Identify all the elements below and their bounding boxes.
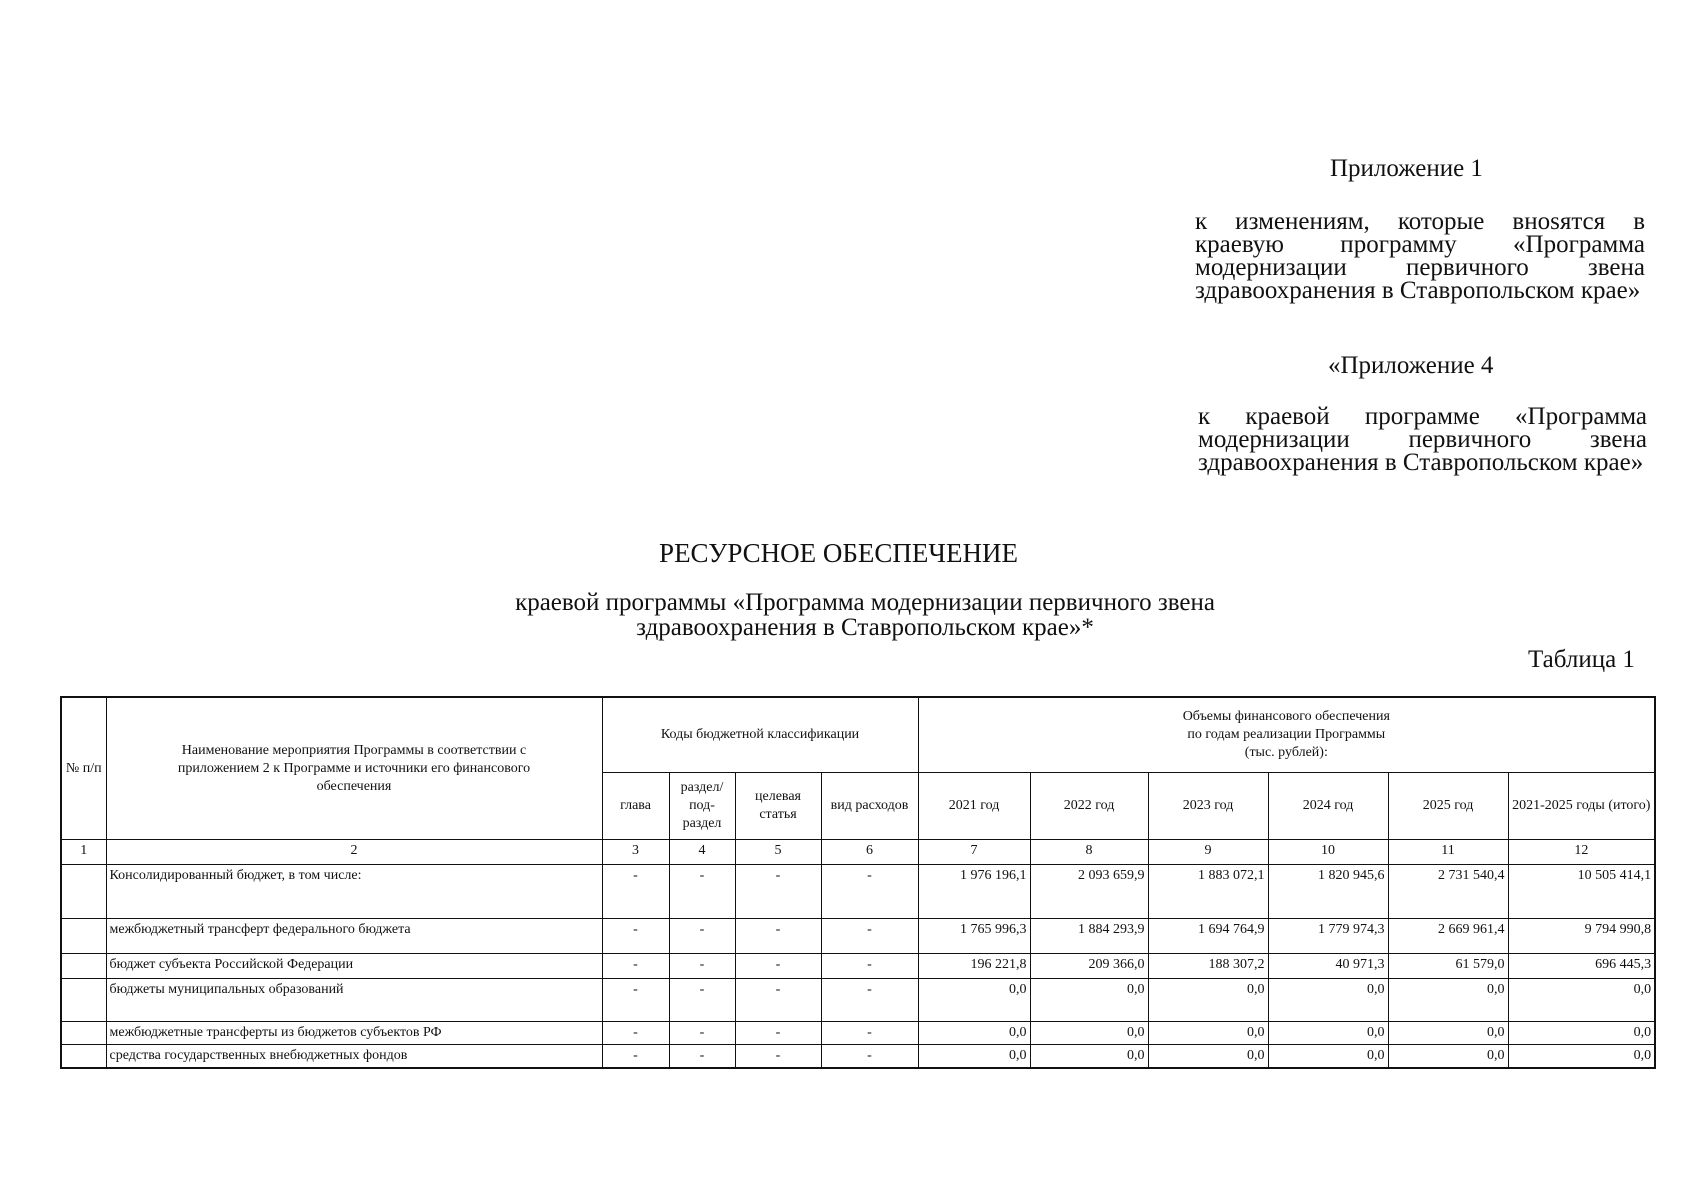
group-codes-header: Коды бюджетной классификации xyxy=(602,697,918,773)
index-cell: 7 xyxy=(918,840,1030,865)
code-header: вид расходов xyxy=(821,773,918,840)
value-cell: 1 820 945,6 xyxy=(1268,865,1388,919)
appendix-1-heading: Приложение 1 xyxy=(1330,155,1483,182)
index-cell: 3 xyxy=(602,840,669,865)
index-cell: 8 xyxy=(1030,840,1148,865)
value-cell: 9 794 990,8 xyxy=(1508,919,1655,954)
year-header: 2021-2025 годы (итого) xyxy=(1508,773,1655,840)
code-cell: - xyxy=(602,865,669,919)
table-label: Таблица 1 xyxy=(1528,646,1635,673)
value-cell: 0,0 xyxy=(1030,1045,1148,1069)
row-no-cell xyxy=(61,1022,106,1045)
row-no-cell xyxy=(61,865,106,919)
value-cell: 0,0 xyxy=(1388,979,1508,1022)
code-cell: - xyxy=(821,1022,918,1045)
value-cell: 1 779 974,3 xyxy=(1268,919,1388,954)
code-header: целевая статья xyxy=(735,773,821,840)
code-cell: - xyxy=(669,865,735,919)
value-cell: 0,0 xyxy=(1148,1022,1268,1045)
index-cell: 9 xyxy=(1148,840,1268,865)
value-cell: 0,0 xyxy=(1030,979,1148,1022)
code-cell: - xyxy=(602,979,669,1022)
value-cell: 2 093 659,9 xyxy=(1030,865,1148,919)
value-cell: 0,0 xyxy=(1268,979,1388,1022)
value-cell: 1 765 996,3 xyxy=(918,919,1030,954)
value-cell: 2 731 540,4 xyxy=(1388,865,1508,919)
row-no-cell xyxy=(61,954,106,979)
col-no-header: № п/п xyxy=(61,697,106,840)
value-cell: 1 694 764,9 xyxy=(1148,919,1268,954)
value-cell: 0,0 xyxy=(1268,1022,1388,1045)
value-cell: 0,0 xyxy=(1508,979,1655,1022)
index-cell: 12 xyxy=(1508,840,1655,865)
code-cell: - xyxy=(669,1045,735,1069)
value-cell: 61 579,0 xyxy=(1388,954,1508,979)
code-cell: - xyxy=(602,1045,669,1069)
value-cell: 0,0 xyxy=(1388,1022,1508,1045)
index-cell: 4 xyxy=(669,840,735,865)
value-cell: 0,0 xyxy=(1030,1022,1148,1045)
code-cell: - xyxy=(669,954,735,979)
group-volumes-header: Объемы финансового обеспечения по годам реализации Программы (тыс. рублей): xyxy=(918,697,1655,773)
resource-table xyxy=(60,696,1656,1069)
code-cell: - xyxy=(821,979,918,1022)
index-cell: 11 xyxy=(1388,840,1508,865)
row-name-cell: межбюджетный трансферт федерального бюджета xyxy=(106,919,602,954)
value-cell: 0,0 xyxy=(1148,1045,1268,1069)
value-cell: 1 884 293,9 xyxy=(1030,919,1148,954)
row-name-cell: межбюджетные трансферты из бюджетов субъектов РФ xyxy=(106,1022,602,1045)
value-cell: 0,0 xyxy=(1388,1045,1508,1069)
value-cell: 10 505 414,1 xyxy=(1508,865,1655,919)
value-cell: 0,0 xyxy=(918,1022,1030,1045)
code-cell: - xyxy=(602,1022,669,1045)
code-cell: - xyxy=(735,979,821,1022)
code-cell: - xyxy=(735,919,821,954)
code-cell: - xyxy=(735,1045,821,1069)
index-cell: 5 xyxy=(735,840,821,865)
code-header: раздел/ под-раздел xyxy=(669,773,735,840)
col-name-header: Наименование мероприятия Программы в соответствии с приложением 2 к Программе и источники его финансового обеспечения xyxy=(106,697,602,840)
document-title: РЕСУРСНОЕ ОБЕСПЕЧЕНИЕ xyxy=(659,538,1018,568)
code-cell: - xyxy=(669,979,735,1022)
table-row xyxy=(61,1022,1655,1045)
code-header: глава xyxy=(602,773,669,840)
row-no-cell xyxy=(61,919,106,954)
row-name-cell: бюджеты муниципальных образований xyxy=(106,979,602,1022)
code-cell: - xyxy=(669,919,735,954)
code-cell: - xyxy=(735,954,821,979)
header-row-groups xyxy=(61,697,1655,773)
table-row xyxy=(61,1045,1655,1069)
table-row xyxy=(61,954,1655,979)
value-cell: 0,0 xyxy=(1148,979,1268,1022)
code-cell: - xyxy=(602,919,669,954)
code-cell: - xyxy=(735,865,821,919)
code-cell: - xyxy=(821,919,918,954)
code-cell: - xyxy=(821,865,918,919)
document-subtitle: краевой программы «Программа модернизации первичного звена здравоохранения в Ставропольском крае»* xyxy=(515,589,1215,641)
appendix-4-heading: «Приложение 4 xyxy=(1328,352,1494,379)
row-no-cell xyxy=(61,979,106,1022)
index-cell: 6 xyxy=(821,840,918,865)
year-header: 2024 год xyxy=(1268,773,1388,840)
appendix-4-text: к краевой программе «Программа модернизации первичного звена здравоохранения в Ставропольском крае» xyxy=(1198,403,1647,476)
appendix-1-text: к изменениям, которые внosятся в краевую программу «Программа модернизации первичного звена здравоохранения в Ставропольском крае» xyxy=(1195,208,1645,304)
year-header: 2023 год xyxy=(1148,773,1268,840)
year-header: 2021 год xyxy=(918,773,1030,840)
value-cell: 1 976 196,1 xyxy=(918,865,1030,919)
year-header: 2022 год xyxy=(1030,773,1148,840)
value-cell: 0,0 xyxy=(918,979,1030,1022)
value-cell: 196 221,8 xyxy=(918,954,1030,979)
row-no-cell xyxy=(61,1045,106,1069)
code-cell: - xyxy=(735,1022,821,1045)
code-cell: - xyxy=(602,954,669,979)
value-cell: 1 883 072,1 xyxy=(1148,865,1268,919)
table-row xyxy=(61,865,1655,919)
index-cell: 2 xyxy=(106,840,602,865)
table-row xyxy=(61,919,1655,954)
row-name-cell: бюджет субъекта Российской Федерации xyxy=(106,954,602,979)
row-name-cell: Консолидированный бюджет, в том числе: xyxy=(106,865,602,919)
value-cell: 0,0 xyxy=(1268,1045,1388,1069)
row-name-cell: средства государственных внебюджетных фондов xyxy=(106,1045,602,1069)
value-cell: 0,0 xyxy=(1508,1022,1655,1045)
code-cell: - xyxy=(821,1045,918,1069)
table-row xyxy=(61,979,1655,1022)
index-cell: 1 xyxy=(61,840,106,865)
value-cell: 188 307,2 xyxy=(1148,954,1268,979)
value-cell: 696 445,3 xyxy=(1508,954,1655,979)
value-cell: 209 366,0 xyxy=(1030,954,1148,979)
value-cell: 2 669 961,4 xyxy=(1388,919,1508,954)
index-row xyxy=(61,840,1655,865)
value-cell: 40 971,3 xyxy=(1268,954,1388,979)
code-cell: - xyxy=(669,1022,735,1045)
value-cell: 0,0 xyxy=(1508,1045,1655,1069)
index-cell: 10 xyxy=(1268,840,1388,865)
code-cell: - xyxy=(821,954,918,979)
year-header: 2025 год xyxy=(1388,773,1508,840)
value-cell: 0,0 xyxy=(918,1045,1030,1069)
